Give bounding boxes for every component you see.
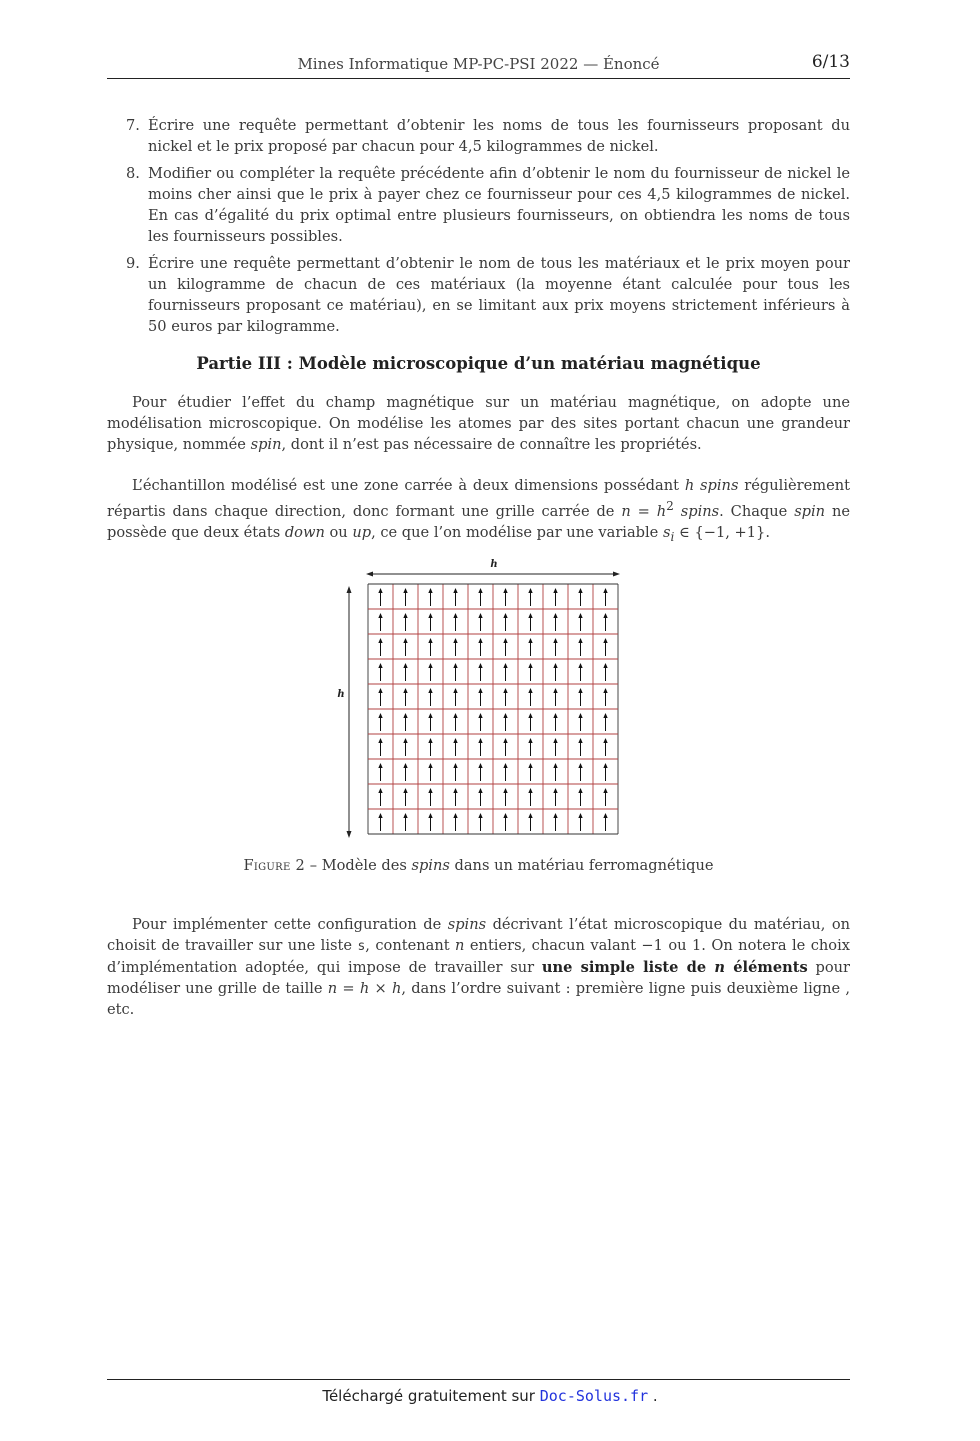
spin-grid-figure: [330, 552, 630, 842]
spin-up-arrow: [403, 763, 407, 781]
height-arrowhead-bottom: [347, 831, 352, 838]
footer-suffix: .: [648, 1387, 658, 1405]
spin-up-arrow: [528, 763, 532, 781]
question-item: [107, 115, 850, 157]
spin-up-arrow: [578, 813, 582, 831]
spin-up-arrow: [478, 713, 482, 731]
question-item: [107, 163, 850, 247]
spin-up-arrow: [578, 763, 582, 781]
spin-up-arrow: [403, 613, 407, 631]
spin-up-arrow: [553, 788, 557, 806]
page-number: 6/13: [811, 52, 850, 72]
spin-up-arrow: [403, 788, 407, 806]
question-list: [107, 115, 850, 337]
spin-up-arrow: [503, 788, 507, 806]
spin-up-arrow: [528, 713, 532, 731]
spin-up-arrow: [578, 713, 582, 731]
spin-up-arrow: [378, 588, 382, 606]
spin-up-arrow: [528, 788, 532, 806]
spin-up-arrow: [478, 788, 482, 806]
section-title: Partie III : Modèle microscopique d’un matériau magnétique: [196, 354, 761, 373]
spin-up-arrow: [553, 688, 557, 706]
spin-up-arrow: [503, 688, 507, 706]
spin-up-arrow: [428, 788, 432, 806]
spin-up-arrow: [528, 688, 532, 706]
spin-up-arrow: [528, 638, 532, 656]
spin-up-arrow: [378, 813, 382, 831]
spin-up-arrow: [553, 638, 557, 656]
footer-prefix: Téléchargé gratuitement sur: [322, 1387, 540, 1405]
paragraph-implementation: Pour implémenter cette configuration de spins décrivant l’état microscopique du matériau, on choisit de travailler sur une liste s, contenant n entiers, chacun valant −1 ou 1. On notera le choix d’implémentation adoptée, qui impose de travailler sur une simple liste de n éléments pour modéliser une grille de taille n = h × h, dans l’ordre suivant : première ligne puis deuxième ligne , etc.: [107, 916, 851, 1018]
spin-up-arrow: [578, 788, 582, 806]
spin-up-arrow: [478, 638, 482, 656]
header-title: Mines Informatique MP-PC-PSI 2022 — Énoncé: [297, 55, 660, 73]
spin-up-arrow: [503, 813, 507, 831]
spin-up-arrow: [478, 738, 482, 756]
spin-up-arrow: [428, 638, 432, 656]
spin-up-arrow: [428, 738, 432, 756]
spin-up-arrow: [478, 763, 482, 781]
page-header: [107, 52, 850, 79]
spin-up-arrow: [578, 738, 582, 756]
spin-up-arrow: [503, 763, 507, 781]
width-label: h: [490, 559, 498, 570]
spin-up-arrow: [528, 588, 532, 606]
question-number: 8.: [126, 165, 140, 182]
spin-up-arrow: [603, 638, 607, 656]
spin-up-arrow: [578, 663, 582, 681]
spin-up-arrow: [428, 688, 432, 706]
width-arrowhead-right: [613, 572, 620, 577]
spin-up-arrow: [503, 713, 507, 731]
question-number: 9.: [126, 255, 140, 272]
spin-up-arrow: [453, 688, 457, 706]
spin-up-arrow: [553, 813, 557, 831]
page-footer: [0, 1387, 980, 1405]
paragraph-sample: L’échantillon modélisé est une zone carrée à deux dimensions possédant h spins régulièrement répartis dans chaque direction, donc formant une grille carrée de $n = h^2$ spins. Chaque spin ne possède que deux états down ou up, ce que l’on modélise par une variable $s_i$ ∈ {−1, +1}.: [107, 477, 851, 544]
doc-solus-link[interactable]: Doc-Solus.fr: [539, 1387, 649, 1405]
spin-up-arrow: [553, 763, 557, 781]
spin-up-arrow: [503, 738, 507, 756]
spin-up-arrow: [403, 738, 407, 756]
spin-up-arrow: [578, 688, 582, 706]
spin-up-arrow: [403, 588, 407, 606]
spin-up-arrow: [503, 588, 507, 606]
question-text: Modifier ou compléter la requête précédente afin d’obtenir le nom du fournisseur de nickel le moins cher ainsi que le prix à payer chez ce fournisseur pour ces 4,5 kilogrammes de nickel. En cas d’égalité du prix optimal entre plusieurs fournisseurs, on obtiendra les noms de tous les fournisseurs possibles.: [148, 165, 850, 245]
main-content: [107, 115, 850, 568]
spin-up-arrow: [578, 638, 582, 656]
spin-up-arrow: [578, 588, 582, 606]
footer-rule: [107, 1379, 850, 1380]
spin-up-arrow: [478, 813, 482, 831]
spin-up-arrow: [603, 763, 607, 781]
height-label: h: [337, 689, 345, 700]
spin-up-arrow: [528, 738, 532, 756]
spin-up-arrow: [603, 788, 607, 806]
spin-up-arrow: [553, 588, 557, 606]
spin-up-arrow: [603, 688, 607, 706]
spin-up-arrow: [403, 813, 407, 831]
spin-up-arrow: [378, 688, 382, 706]
spin-up-arrow: [453, 663, 457, 681]
spin-up-arrow: [378, 763, 382, 781]
spin-up-arrow: [453, 613, 457, 631]
height-arrowhead-top: [347, 586, 352, 593]
spin-up-arrow: [528, 613, 532, 631]
question-text: Écrire une requête permettant d’obtenir le nom de tous les matériaux et le prix moyen pour un kilogramme de chacun de ces matériaux (la moyenne étant calculée pour tous les fournisseurs proposant ce matériau), en se limitant aux prix moyens strictement inférieurs à 50 euros par kilogramme.: [148, 255, 850, 335]
spin-up-arrow: [603, 663, 607, 681]
spin-up-arrow: [603, 613, 607, 631]
question-text: Écrire une requête permettant d’obtenir les noms de tous les fournisseurs proposant du nickel et le prix proposé par chacun pour 4,5 kilogrammes de nickel.: [148, 117, 850, 155]
question-item: [107, 253, 850, 337]
spin-grid-svg: [330, 552, 630, 842]
spin-up-arrow: [528, 663, 532, 681]
spin-up-arrow: [478, 688, 482, 706]
spin-grid: [368, 584, 618, 834]
spin-up-arrow: [378, 663, 382, 681]
spin-up-arrow: [428, 763, 432, 781]
spin-up-arrow: [478, 663, 482, 681]
spin-up-arrow: [528, 813, 532, 831]
spin-up-arrow: [428, 588, 432, 606]
paragraph-intro: Pour étudier l’effet du champ magnétique sur un matériau magnétique, on adopte une modélisation microscopique. On modélise les atomes par des sites portant chacun une grandeur physique, nommée spin, dont il n’est pas nécessaire de connaître les propriétés.: [107, 394, 850, 453]
spin-up-arrow: [553, 738, 557, 756]
spin-up-arrow: [428, 713, 432, 731]
spin-up-arrow: [453, 588, 457, 606]
spin-up-arrow: [453, 738, 457, 756]
spin-up-arrow: [428, 663, 432, 681]
spin-up-arrow: [453, 788, 457, 806]
spin-up-arrow: [603, 588, 607, 606]
spin-up-arrow: [478, 588, 482, 606]
spin-up-arrow: [378, 638, 382, 656]
spin-up-arrow: [453, 713, 457, 731]
spin-up-arrow: [553, 663, 557, 681]
spin-up-arrow: [603, 713, 607, 731]
spin-up-arrow: [603, 813, 607, 831]
spin-up-arrow: [378, 713, 382, 731]
spin-up-arrow: [553, 613, 557, 631]
spin-up-arrow: [503, 613, 507, 631]
spin-up-arrow: [403, 638, 407, 656]
question-number: 7.: [126, 117, 140, 134]
spin-up-arrow: [403, 688, 407, 706]
spin-up-arrow: [378, 788, 382, 806]
spin-up-arrow: [478, 613, 482, 631]
spin-up-arrow: [453, 763, 457, 781]
spin-up-arrow: [503, 663, 507, 681]
width-arrowhead-left: [366, 572, 373, 577]
spin-up-arrow: [553, 713, 557, 731]
spin-up-arrow: [453, 813, 457, 831]
spin-up-arrow: [453, 638, 457, 656]
spin-up-arrow: [428, 813, 432, 831]
spin-up-arrow: [403, 663, 407, 681]
spin-up-arrow: [428, 613, 432, 631]
spin-up-arrow: [378, 613, 382, 631]
spin-up-arrow: [403, 713, 407, 731]
spin-up-arrow: [378, 738, 382, 756]
spin-up-arrow: [503, 638, 507, 656]
spin-up-arrow: [603, 738, 607, 756]
spin-up-arrow: [578, 613, 582, 631]
figure-caption: Figure 2 – Modèle des spins dans un matériau ferromagnétique: [243, 857, 714, 874]
